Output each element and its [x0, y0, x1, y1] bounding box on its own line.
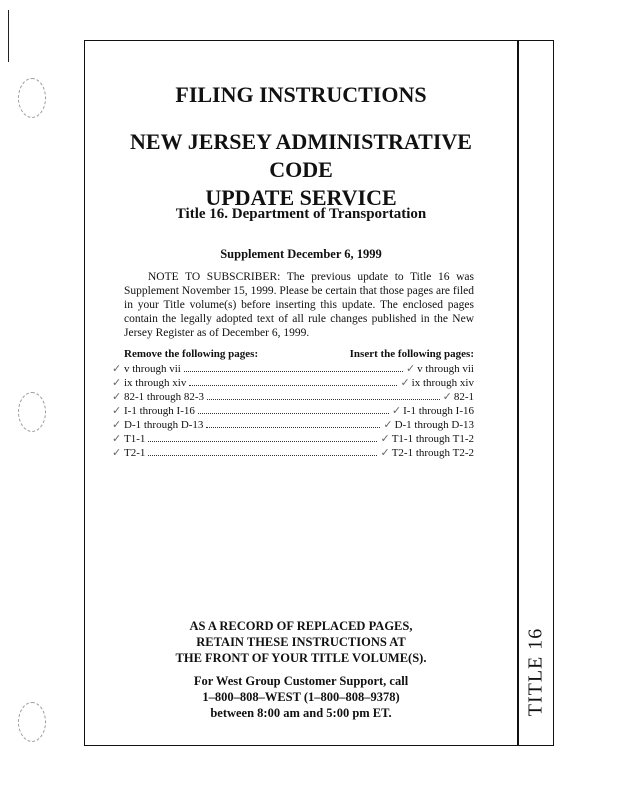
title-subtitle: Title 16. Department of Transportation [175, 206, 427, 222]
leader-dots [189, 377, 397, 386]
insert-page-range: ix through xiv [411, 377, 474, 389]
leader-dots [184, 363, 403, 372]
table-row [112, 404, 474, 418]
tab-divider [517, 40, 519, 746]
insert-label: Insert the following pages: [349, 348, 474, 360]
subscriber-note: NOTE TO SUBSCRIBER: The previous update to Title 16 was Supplement November 15, 1999. Please be certain that those pages are filed in your Title volume(s) before inserting this update. The enclosed pages contain the legally adopted text of all rule changes published in the New Jersey Register as of December 6, 1999. [124, 271, 474, 339]
insert-page-range: v through vii [417, 363, 474, 375]
check-mark-icon: ✓ [112, 432, 122, 445]
insert-page-range: D-1 through D-13 [394, 419, 474, 431]
check-mark-icon: ✓ [112, 390, 122, 403]
support-line: For West Group Customer Support, call [193, 674, 409, 688]
check-mark-icon: ✓ [383, 418, 393, 431]
page-list-rows [112, 362, 474, 460]
punch-hole [18, 702, 46, 742]
remove-label: Remove the following pages: [124, 348, 259, 360]
leader-dots [207, 391, 440, 400]
margin-line [8, 10, 9, 62]
page-list-header [124, 348, 474, 360]
table-row [112, 418, 474, 432]
punch-hole [18, 78, 46, 118]
punch-hole [18, 392, 46, 432]
record-line: AS A RECORD OF REPLACED PAGES, [189, 619, 413, 633]
code-title-line1: NEW JERSEY ADMINISTRATIVE CODE [130, 129, 472, 182]
leader-dots [148, 433, 377, 442]
code-title-line2: UPDATE SERVICE [205, 185, 397, 210]
check-mark-icon: ✓ [380, 432, 390, 445]
page-title: FILING INSTRUCTIONS [175, 82, 427, 107]
remove-page-range: v through vii [124, 363, 181, 375]
remove-page-range: ix through xiv [124, 377, 187, 389]
remove-page-range: I-1 through I-16 [124, 405, 195, 417]
table-row [112, 446, 474, 460]
insert-page-range: 82-1 [453, 391, 474, 403]
leader-dots [206, 419, 380, 428]
leader-dots [148, 447, 377, 456]
customer-support [100, 673, 502, 721]
support-hours: between 8:00 am and 5:00 pm ET. [210, 706, 392, 720]
code-title [100, 128, 502, 212]
support-phone: 1–800–808–WEST (1–800–808–9378) [202, 690, 400, 704]
table-row [112, 390, 474, 404]
title-tab-label: TITLE 16 [524, 627, 547, 717]
remove-page-range: T2-1 [124, 447, 146, 459]
check-mark-icon: ✓ [391, 404, 402, 417]
check-mark-icon: ✓ [400, 376, 410, 389]
check-mark-icon: ✓ [112, 404, 122, 417]
check-mark-icon: ✓ [112, 446, 122, 459]
record-instructions [100, 618, 502, 666]
page-list [112, 348, 474, 460]
check-mark-icon: ✓ [380, 446, 390, 459]
check-mark-icon: ✓ [112, 376, 122, 389]
check-mark-icon: ✓ [112, 418, 122, 431]
insert-page-range: T2-1 through T2-2 [391, 447, 474, 459]
leader-dots [198, 405, 389, 414]
record-line: RETAIN THESE INSTRUCTIONS AT [196, 635, 406, 649]
check-mark-icon: ✓ [112, 362, 122, 375]
record-line: THE FRONT OF YOUR TITLE VOLUME(S). [175, 651, 427, 665]
check-mark-icon: ✓ [442, 390, 452, 403]
insert-page-range: T1-1 through T1-2 [391, 433, 474, 445]
table-row [112, 376, 474, 390]
supplement-date: Supplement December 6, 1999 [220, 247, 382, 261]
table-row [112, 362, 474, 376]
insert-page-range: I-1 through I-16 [403, 405, 474, 417]
remove-page-range: 82-1 through 82-3 [124, 391, 205, 403]
remove-page-range: D-1 through D-13 [124, 419, 204, 431]
table-row [112, 432, 474, 446]
remove-page-range: T1-1 [124, 433, 146, 445]
check-mark-icon: ✓ [405, 362, 416, 375]
